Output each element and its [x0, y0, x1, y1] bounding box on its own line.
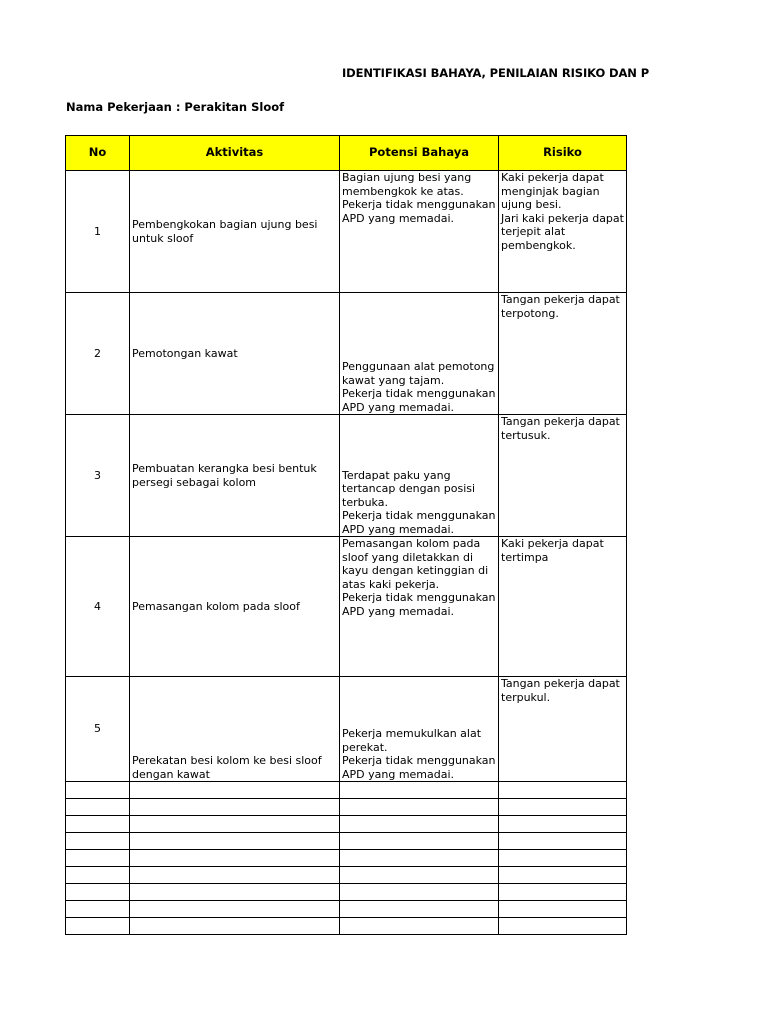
header-row: [66, 136, 627, 171]
risk-cell: [499, 293, 627, 415]
empty-cell: [340, 816, 499, 833]
row-number: 4: [66, 537, 130, 677]
risk-cell: [499, 415, 627, 537]
risk-text: Kaki pekerja dapat menginjak bagian ujung besi. Jari kaki pekerja dapat terjepit alat pembengkok.: [501, 171, 624, 252]
hazard-text: Pekerja memukulkan alat perekat. Pekerja tidak menggunakan APD yang memadai.: [342, 727, 496, 781]
hazard-text: Penggunaan alat pemotong kawat yang tajam. Pekerja tidak menggunakan APD yang memadai.: [342, 360, 496, 414]
header-activity: Aktivitas: [130, 136, 340, 171]
empty-cell: [499, 918, 627, 935]
activity-text: Pembuatan kerangka besi bentuk persegi sebagai kolom: [132, 462, 317, 489]
hazard-cell: [340, 171, 499, 293]
empty-cell: [130, 918, 340, 935]
hazard-text: Terdapat paku yang tertancap dengan posisi terbuka. Pekerja tidak menggunakan APD yang memadai.: [342, 468, 496, 536]
empty-row: [66, 884, 627, 901]
empty-cell: [499, 782, 627, 799]
activity-cell: [130, 415, 340, 537]
table-row: [66, 537, 627, 677]
activity-cell: [130, 537, 340, 677]
empty-row: [66, 782, 627, 799]
table-row: [66, 171, 627, 293]
header-no: No: [66, 136, 130, 171]
empty-cell: [130, 850, 340, 867]
activity-cell: [130, 293, 340, 415]
row-number: 1: [66, 171, 130, 293]
activity-text: Pembengkokan bagian ujung besi untuk sloof: [132, 218, 318, 245]
empty-cell: [66, 833, 130, 850]
risk-cell: [499, 171, 627, 293]
empty-row: [66, 901, 627, 918]
risk-cell: [499, 537, 627, 677]
empty-cell: [66, 867, 130, 884]
empty-cell: [499, 867, 627, 884]
empty-cell: [340, 884, 499, 901]
empty-cell: [340, 833, 499, 850]
header-risk: Risiko: [499, 136, 627, 171]
empty-cell: [130, 816, 340, 833]
empty-cell: [130, 799, 340, 816]
empty-cell: [499, 816, 627, 833]
empty-cell: [499, 901, 627, 918]
table-row: [66, 293, 627, 415]
empty-cell: [499, 833, 627, 850]
empty-cell: [340, 850, 499, 867]
hazard-text: Bagian ujung besi yang membengkok ke atas. Pekerja tidak menggunakan APD yang memadai.: [342, 171, 496, 225]
risk-cell: [499, 677, 627, 782]
job-name-label: Nama Pekerjaan : Perakitan Sloof: [66, 100, 285, 114]
empty-cell: [340, 799, 499, 816]
hazard-table: [65, 135, 627, 935]
empty-cell: [499, 884, 627, 901]
risk-text: Kaki pekerja dapat tertimpa: [501, 537, 604, 564]
hazard-cell: [340, 293, 499, 415]
empty-cell: [66, 782, 130, 799]
empty-cell: [66, 901, 130, 918]
empty-cell: [66, 816, 130, 833]
empty-cell: [66, 918, 130, 935]
empty-cell: [130, 867, 340, 884]
risk-text: Tangan pekerja dapat terpotong.: [501, 293, 620, 320]
hazard-text: Pemasangan kolom pada sloof yang diletakkan di kayu dengan ketinggian di atas kaki pekerja. Pekerja tidak menggunakan APD yang memadai.: [342, 537, 496, 618]
risk-text: Tangan pekerja dapat tertusuk.: [501, 415, 620, 442]
row-number: 2: [66, 293, 130, 415]
table-row: [66, 677, 627, 782]
document-title: IDENTIFIKASI BAHAYA, PENILAIAN RISIKO DAN P: [342, 66, 650, 80]
activity-text: Perekatan besi kolom ke besi sloof dengan kawat: [132, 754, 322, 781]
empty-cell: [66, 850, 130, 867]
hazard-cell: [340, 415, 499, 537]
empty-row: [66, 816, 627, 833]
hazard-cell: [340, 537, 499, 677]
empty-cell: [499, 850, 627, 867]
empty-cell: [66, 884, 130, 901]
empty-cell: [340, 782, 499, 799]
activity-text: Pemasangan kolom pada sloof: [132, 599, 300, 613]
hazard-cell: [340, 677, 499, 782]
empty-cell: [340, 901, 499, 918]
row-number: 5: [66, 677, 130, 782]
row-number: 3: [66, 415, 130, 537]
empty-row: [66, 867, 627, 884]
activity-cell: [130, 677, 340, 782]
activity-text: Pemotongan kawat: [132, 346, 238, 360]
empty-cell: [130, 782, 340, 799]
empty-cell: [130, 884, 340, 901]
table-row: [66, 415, 627, 537]
empty-row: [66, 850, 627, 867]
empty-cell: [340, 918, 499, 935]
empty-row: [66, 918, 627, 935]
empty-cell: [340, 867, 499, 884]
empty-cell: [66, 799, 130, 816]
header-hazard: Potensi Bahaya: [340, 136, 499, 171]
risk-text: Tangan pekerja dapat terpukul.: [501, 677, 620, 704]
activity-cell: [130, 171, 340, 293]
empty-row: [66, 799, 627, 816]
empty-cell: [130, 901, 340, 918]
empty-cell: [130, 833, 340, 850]
empty-row: [66, 833, 627, 850]
empty-cell: [499, 799, 627, 816]
